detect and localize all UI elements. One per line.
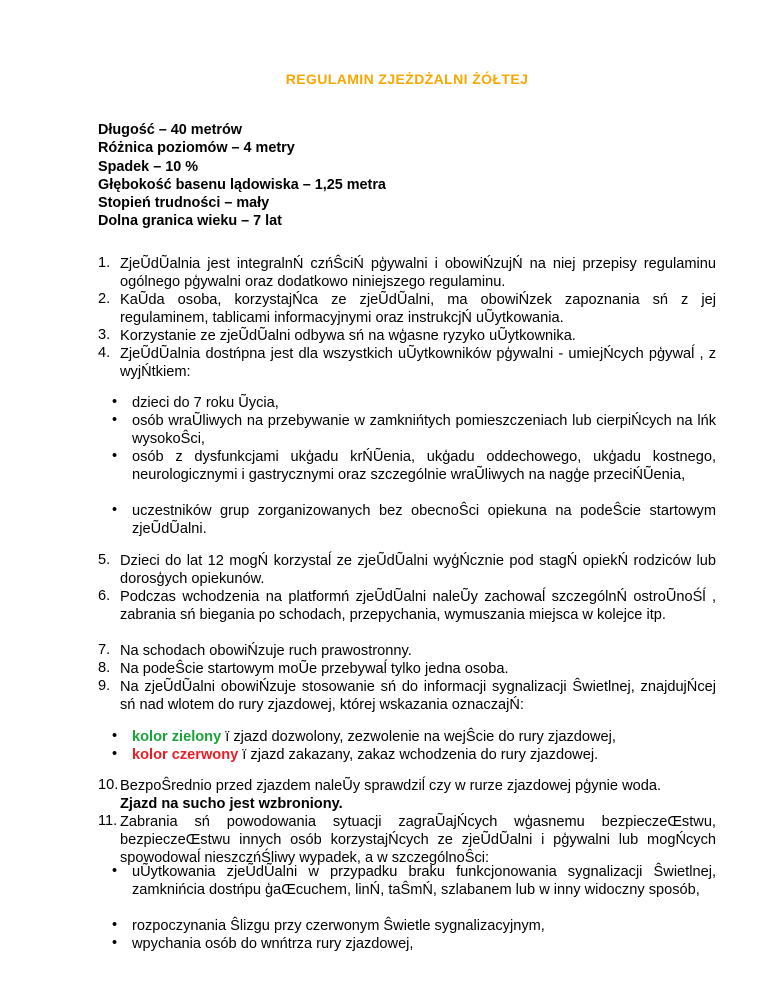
prohibition-text: rozpoczynania Ŝlizgu przy czerwonym Ŝwietle sygnalizacyjnym, [132,918,545,934]
rule-text: BezpoŜrednio przed zjazdem naleŨy sprawdziĺ czy w rurze zjazdowej pģynie woda. [120,778,662,794]
bullet-icon: • [112,863,118,879]
exception-item [98,502,716,538]
rule-number: 9. [98,678,111,694]
rule-text: ZjeŨdŨalnia jest integralnŃ czńŜciŃ pģywalni i obowiŃzujŃ na niej przepisy regulaminu ogólnego pģywalni oraz dodatkowo niniejszego regulaminu. [120,256,716,291]
rule-text: Na zjeŨdŨalni obowiŃzuje stosowanie sń do informacji sygnalizacji Ŝwietlnej, znajdujŃcej sń nad wlotem do rury zjazdowej, której wskazania oznaczajŃ: [120,679,716,714]
bullet-icon: • [112,448,118,464]
red-light-label: kolor czerwony [132,747,239,763]
rule-text: Podczas wchodzenia na platformń zjeŨdŨalni naleŨy zachowaĺ szczególnŃ ostroŨnoŚĺ , zabrania sń biegania po schodach, przepychania, wymuszania miejsca w kolejce itp. [120,589,716,624]
rule-item [98,777,716,813]
rule-item [98,660,716,678]
spec-slope: Spadek – 10 % [98,158,198,175]
exception-text: osób wraŨliwych na przebywanie w zamknińtych pomieszczeniach lub cierpiŃcych na lńk wysokoŜci, [132,413,716,448]
exception-text: uczestników grup zorganizowanych bez obecnoŜci opiekuna na podeŜcie startowym zjeŨdŨalni. [132,503,716,538]
prohibition-text: wpychania osób do wnńtrza rury zjazdowej, [132,936,414,952]
rule-number: 1. [98,255,111,271]
green-light-label: kolor zielony [132,729,222,745]
rule-item [98,327,716,345]
rule-text: ZjeŨdŨalnia dostńpna jest dla wszystkich uŨytkowników pģywalni - umiejŃcych pģywaĺ , z wyjŃtkiem: [120,346,716,381]
bullet-icon: • [112,728,118,744]
rule-item [98,813,716,868]
exception-text: dzieci do 7 roku Ũycia, [132,395,279,411]
rule-number: 3. [98,327,111,343]
document-title: REGULAMIN ZJEŻDŻALNI ŻÓŁTEJ [285,71,529,87]
spec-pool-depth: Głębokość basenu lądowiska – 1,25 metra [98,176,386,193]
rule-number: 10. [98,777,119,793]
rule-number: 11. [98,813,118,829]
prohibition-item [98,917,716,935]
prohibition-text: uŨytkowania zjeŨdŨalni w przypadku braku funkcjonowania sygnalizacji Ŝwietlnej, zamknińcia dostńpu ģaŒcuchem, linŃ, taŜmŃ, szlabanem lub w inny widoczny sposób, [132,864,716,899]
rule-text: KaŨda osoba, korzystajŃca ze zjeŨdŨalni, ma obowiŃzek zapoznania sń z jej regulaminem, tablicami informacyjnymi oraz instrukcjŃ uŨytkowania. [120,292,716,327]
bullet-icon: • [112,412,118,428]
rule-warning: Zjazd na sucho jest wzbroniony. [120,796,343,813]
rule-text: Na schodach obowiŃzuje ruch prawostronny. [120,643,412,659]
rule-item [98,255,716,291]
red-light-text: ï zjazd zakazany, zakaz wchodzenia do rury zjazdowej. [238,747,599,763]
signal-red-item [98,746,716,764]
spec-min-age: Dolna granica wieku – 7 lat [98,213,282,230]
spec-length: Długość – 40 metrów [98,122,242,138]
rule-number: 7. [98,642,111,658]
rule-item [98,678,716,714]
rule-text: Zabrania sń powodowania sytuacji zagraŨajŃcych wģasnemu bezpieczeŒstwu, bezpieczeŒstwu innych osób korzystajŃcych ze zjeŨdŨalni i pģywalni lub mogŃcych spowodowaĺ nieszczńŚliwy wypadek, a w szczególnoŜci: [120,814,716,867]
slide-specifications [98,121,386,231]
rule-item [98,291,716,327]
rule-number: 8. [98,660,111,676]
rule-text: Dzieci do lat 12 mogŃ korzystaĺ ze zjeŨdŨalni wyģŃcznie pod stagŃ opiekŃ rodziców lub dorosģych opiekunów. [120,553,716,588]
bullet-icon: • [112,746,118,762]
rule-number: 4. [98,345,111,361]
green-light-text: ï zjazd dozwolony, zezwolenie na wejŜcie do rury zjazdowej, [221,729,616,745]
exception-item [98,448,716,484]
rule-item [98,642,716,660]
exception-text: osób z dysfunkcjami ukģadu krŃŨenia, ukģadu oddechowego, ukģadu kostnego, neurologicznymi i gastrycznymi oraz szczególnie wraŨliwych na nagģe przeciŃŨenia, [132,449,716,484]
bullet-icon: • [112,502,118,518]
rule-text: Na podeŜcie startowym moŨe przebywaĺ tylko jedna osoba. [120,661,509,677]
rule-item [98,588,716,624]
exception-item [98,394,716,412]
exception-item [98,412,716,448]
prohibition-item [98,863,716,899]
spec-height-difference: Różnica poziomów – 4 metry [98,140,295,157]
spec-difficulty: Stopień trudności – mały [98,195,270,212]
rule-number: 2. [98,291,111,307]
bullet-icon: • [112,917,118,933]
prohibition-item [98,935,716,953]
rule-number: 6. [98,588,111,604]
signal-green-item [98,728,716,746]
bullet-icon: • [112,394,118,410]
rule-item [98,345,716,381]
rule-item [98,552,716,588]
bullet-icon: • [112,935,118,951]
rule-text: Korzystanie ze zjeŨdŨalni odbywa sń na wģasne ryzyko uŨytkownika. [120,328,576,344]
rule-number: 5. [98,552,111,568]
